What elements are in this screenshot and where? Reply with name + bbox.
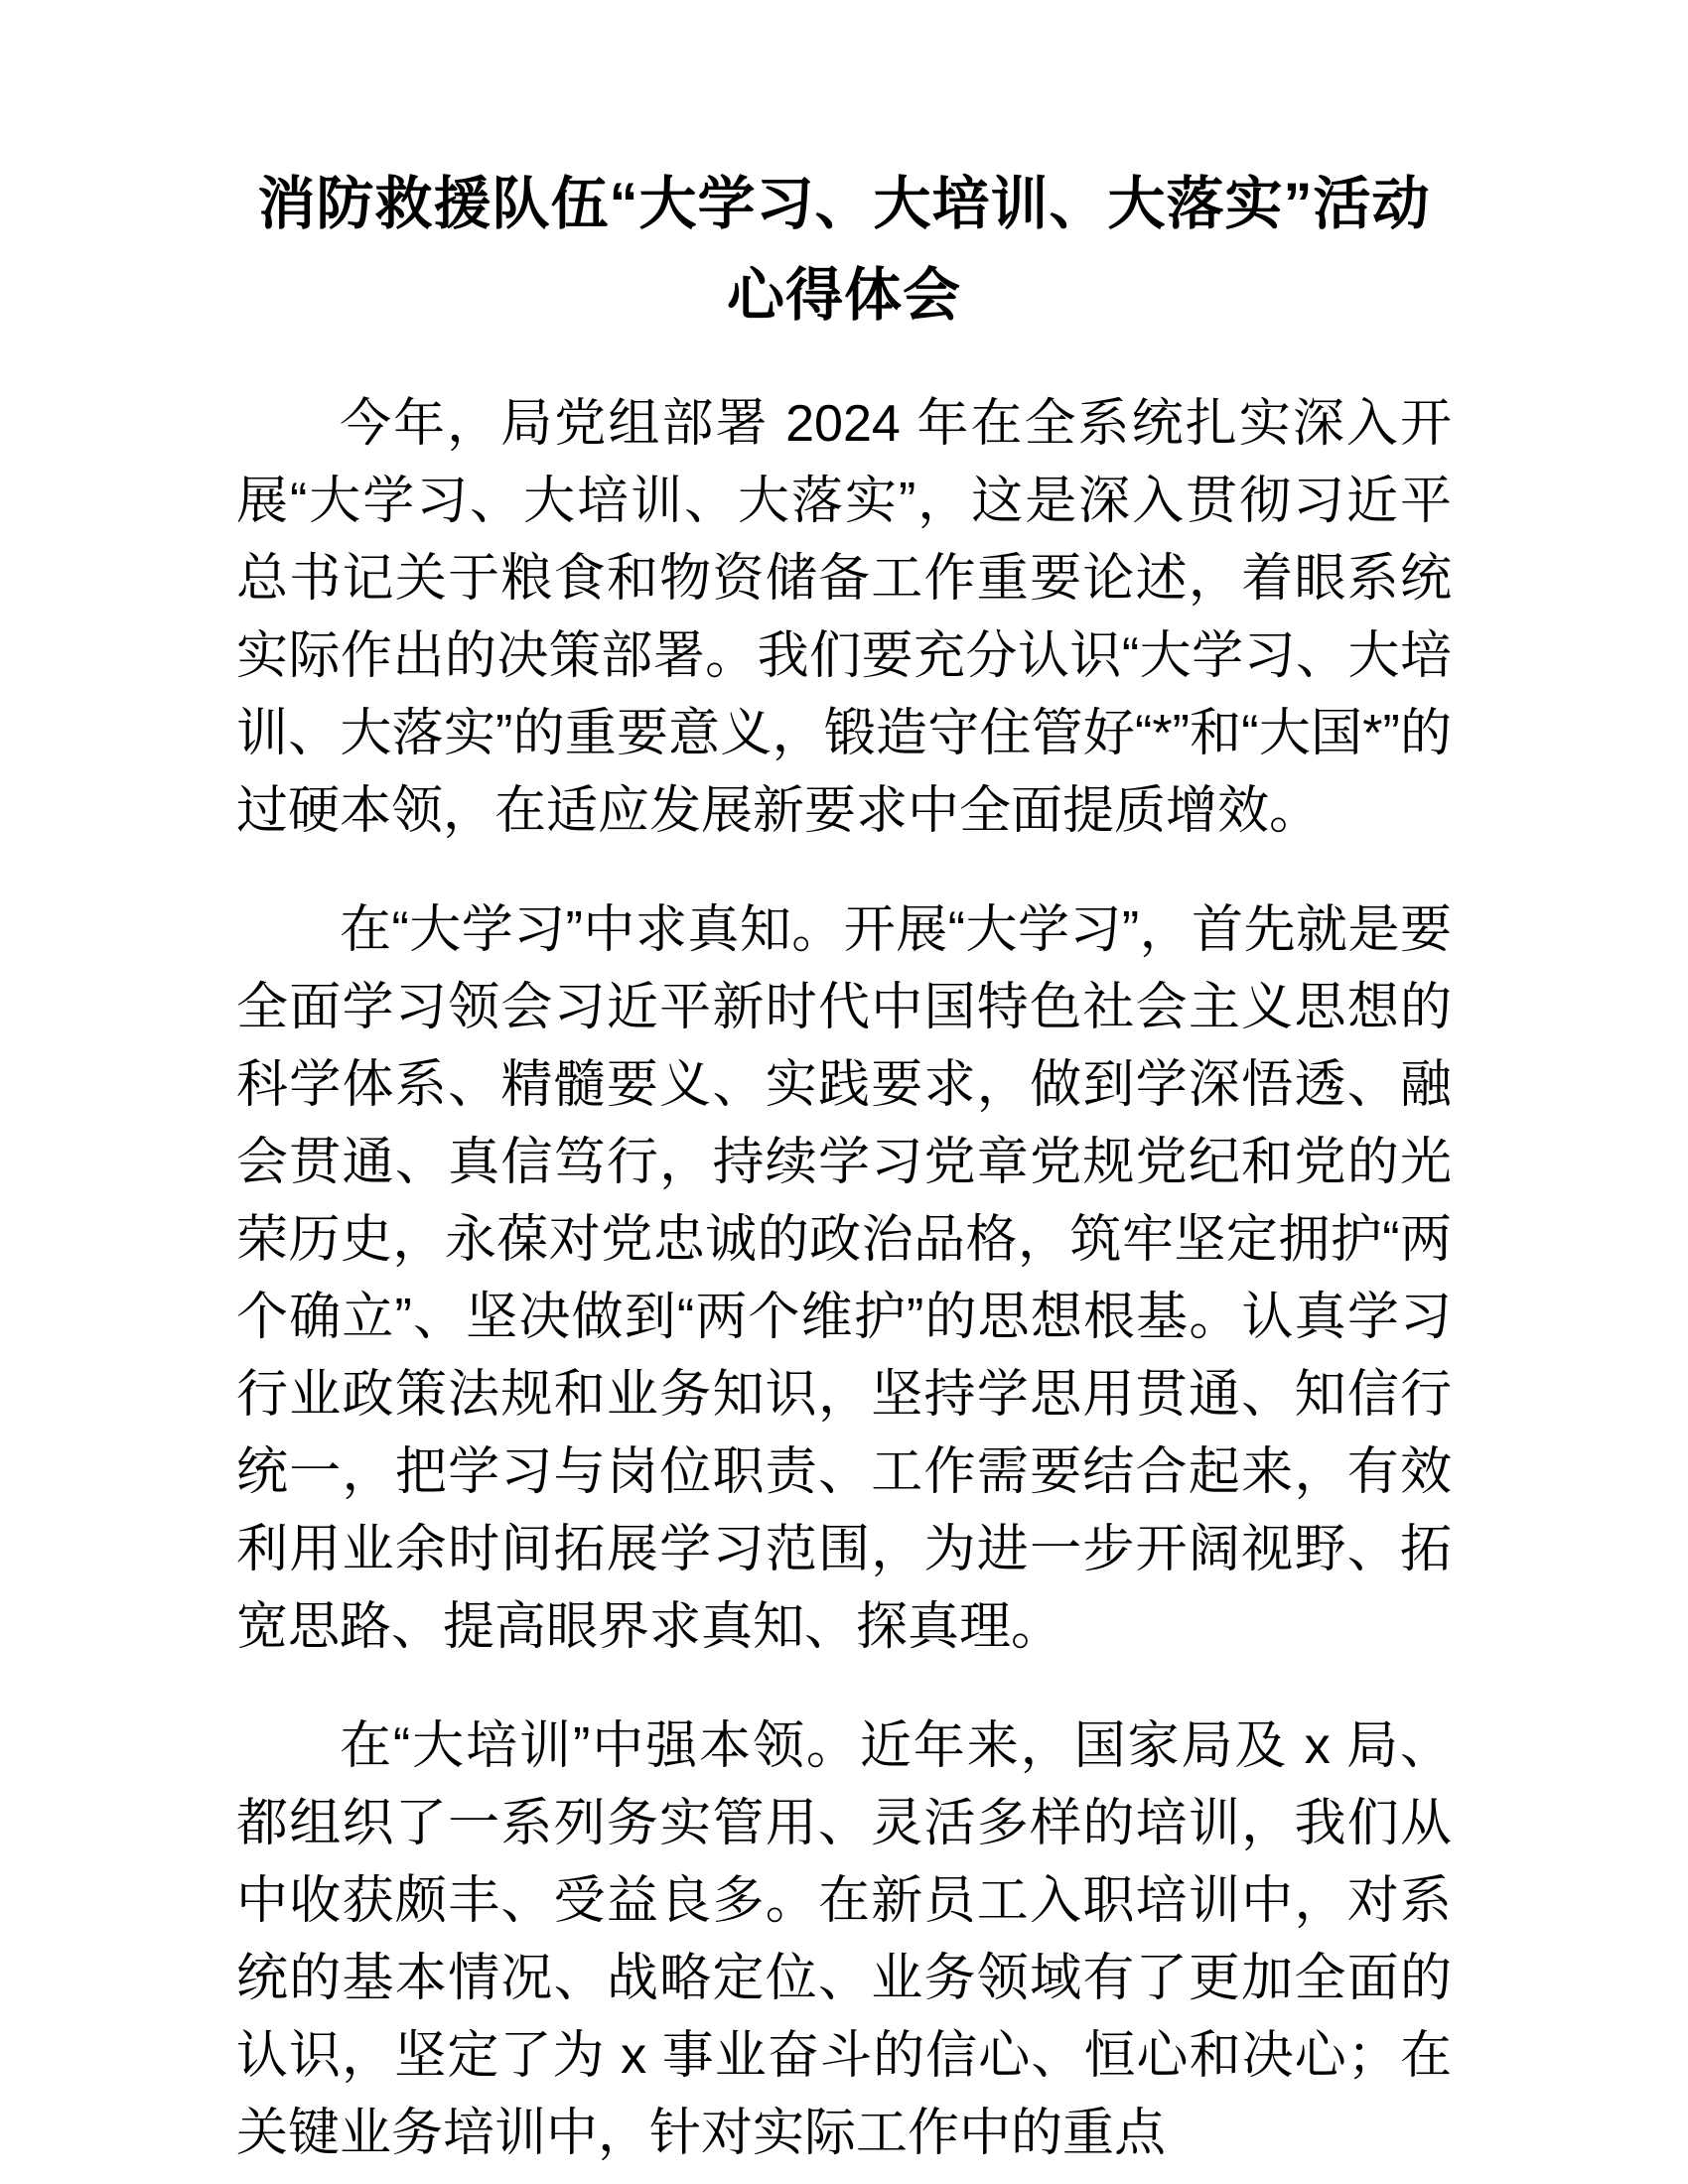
paragraph-intro: 今年，局党组部署 2024 年在全系统扎实深入开展“大学习、大培训、大落实”，这是深入贯彻习近平总书记关于粮食和物资储备工作重要论述，着眼系统实际作出的决策部署。我们要充分认识“大学习、大培训、大落实”的重要意义，锻造守住管好“*”和“大国*”的过硬本领，在适应发展新要求中全面提质增效。 xyxy=(236,395,1452,840)
paragraph-da-peixun: 在“大培训”中强本领。近年来，国家局及 x 局、 都组织了一系列务实管用、灵活多样的培训，我们从中收获颇丰、受益良多。在新员工入职培训中，对系统的基本情况、战略定位、业务领域有了更加全面的认识，坚定了为 x 事业奋斗的信心、恒心和决心；在关键业务培训中，针对实际工作中的重点 xyxy=(236,1717,1452,2162)
paragraph-da-xuexi: 在“大学习”中求真知。开展“大学习”，首先就是要全面学习领会习近平新时代中国特色社会主义思想的科学体系、精髓要义、实践要求，做到学深悟透、融会贯通、真信笃行，持续学习党章党规党纪和党的光荣历史，永葆对党忠诚的政治品格，筑牢坚定拥护“两个确立”、坚决做到“两个维护”的思想根基。认真学习行业政策法规和业务知识，坚持学思用贯通、知信行统一，把学习与岗位职责、工作需要结合起来，有效利用业余时间拓展学习范围，为进一步开阔视野、拓宽思路、提高眼界求真知、探真理。 xyxy=(236,901,1452,1656)
document-title: 消防救援队伍“大学习、大培训、大落实”活动心得体会 xyxy=(257,172,1431,328)
